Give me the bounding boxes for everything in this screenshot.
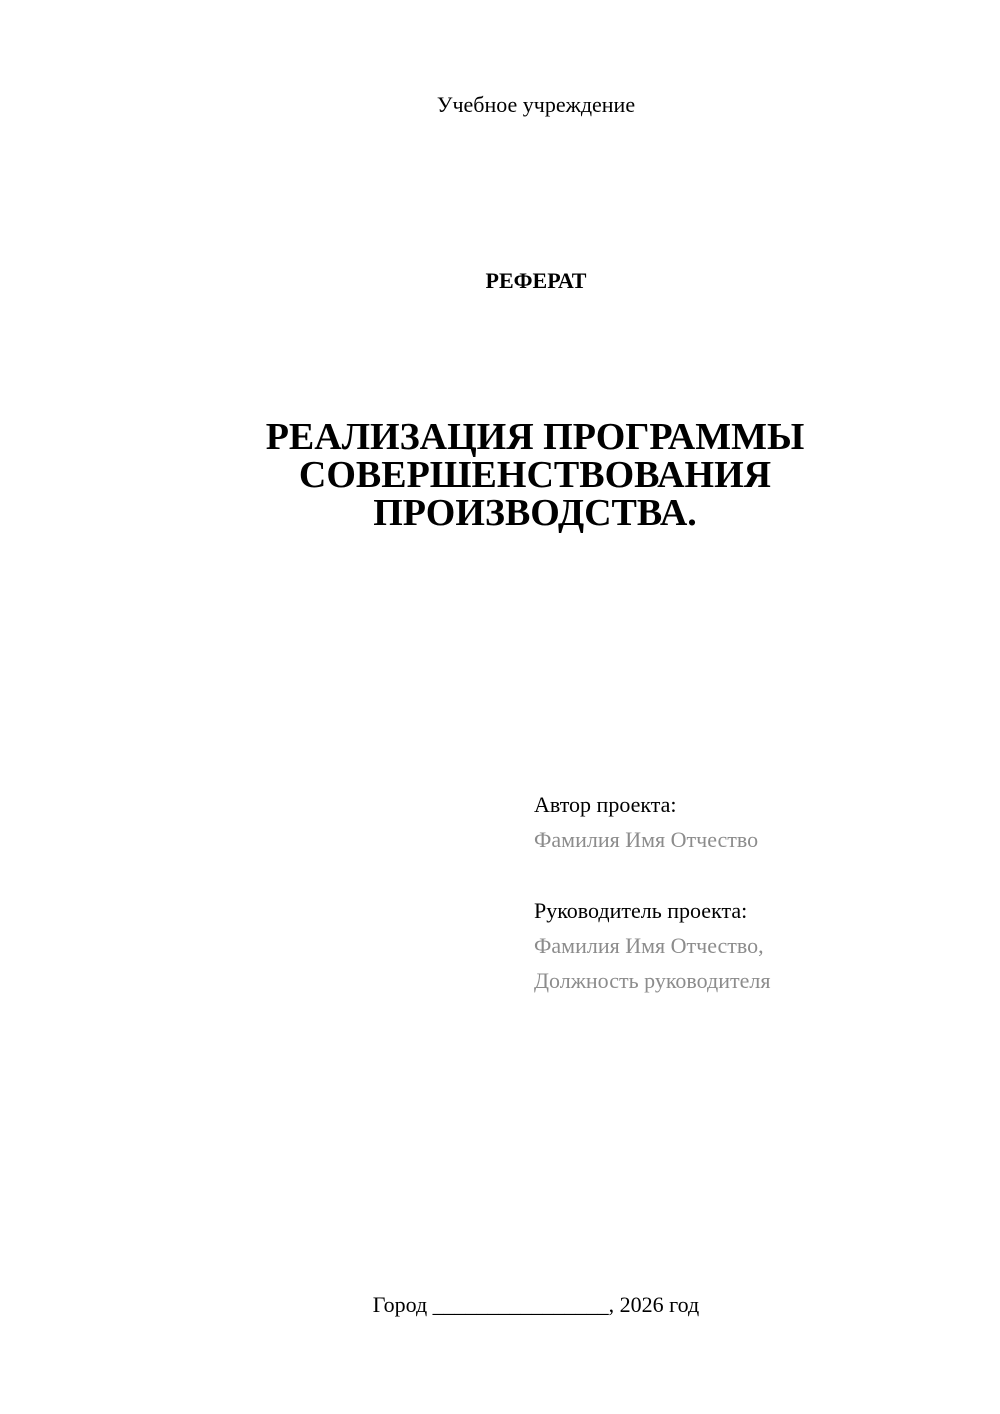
supervisor-label: Руководитель проекта:	[534, 898, 748, 923]
author-label: Автор проекта:	[534, 792, 677, 817]
credits-block	[534, 787, 974, 998]
credits-spacer	[534, 857, 974, 893]
document-type: РЕФЕРАТ	[485, 268, 587, 293]
city-blank: ________________	[432, 1292, 609, 1317]
supervisor-position: Должность руководителя	[534, 968, 771, 993]
city-label: Город	[372, 1292, 428, 1317]
topic-line-2: СОВЕРШЕНСТВОВАНИЯ	[298, 454, 772, 496]
institution-name: Учебное учреждение	[436, 92, 636, 117]
city-year-line	[0, 1290, 1000, 1320]
topic-line-3: ПРОИЗВОДСТВА.	[373, 492, 697, 534]
topic-title	[240, 418, 830, 532]
topic-line-1: РЕАЛИЗАЦИЯ ПРОГРАММЫ	[265, 416, 805, 458]
author-name: Фамилия Имя Отчество	[534, 827, 759, 852]
year-text: , 2026 год	[608, 1292, 700, 1317]
supervisor-name: Фамилия Имя Отчество,	[534, 933, 764, 958]
